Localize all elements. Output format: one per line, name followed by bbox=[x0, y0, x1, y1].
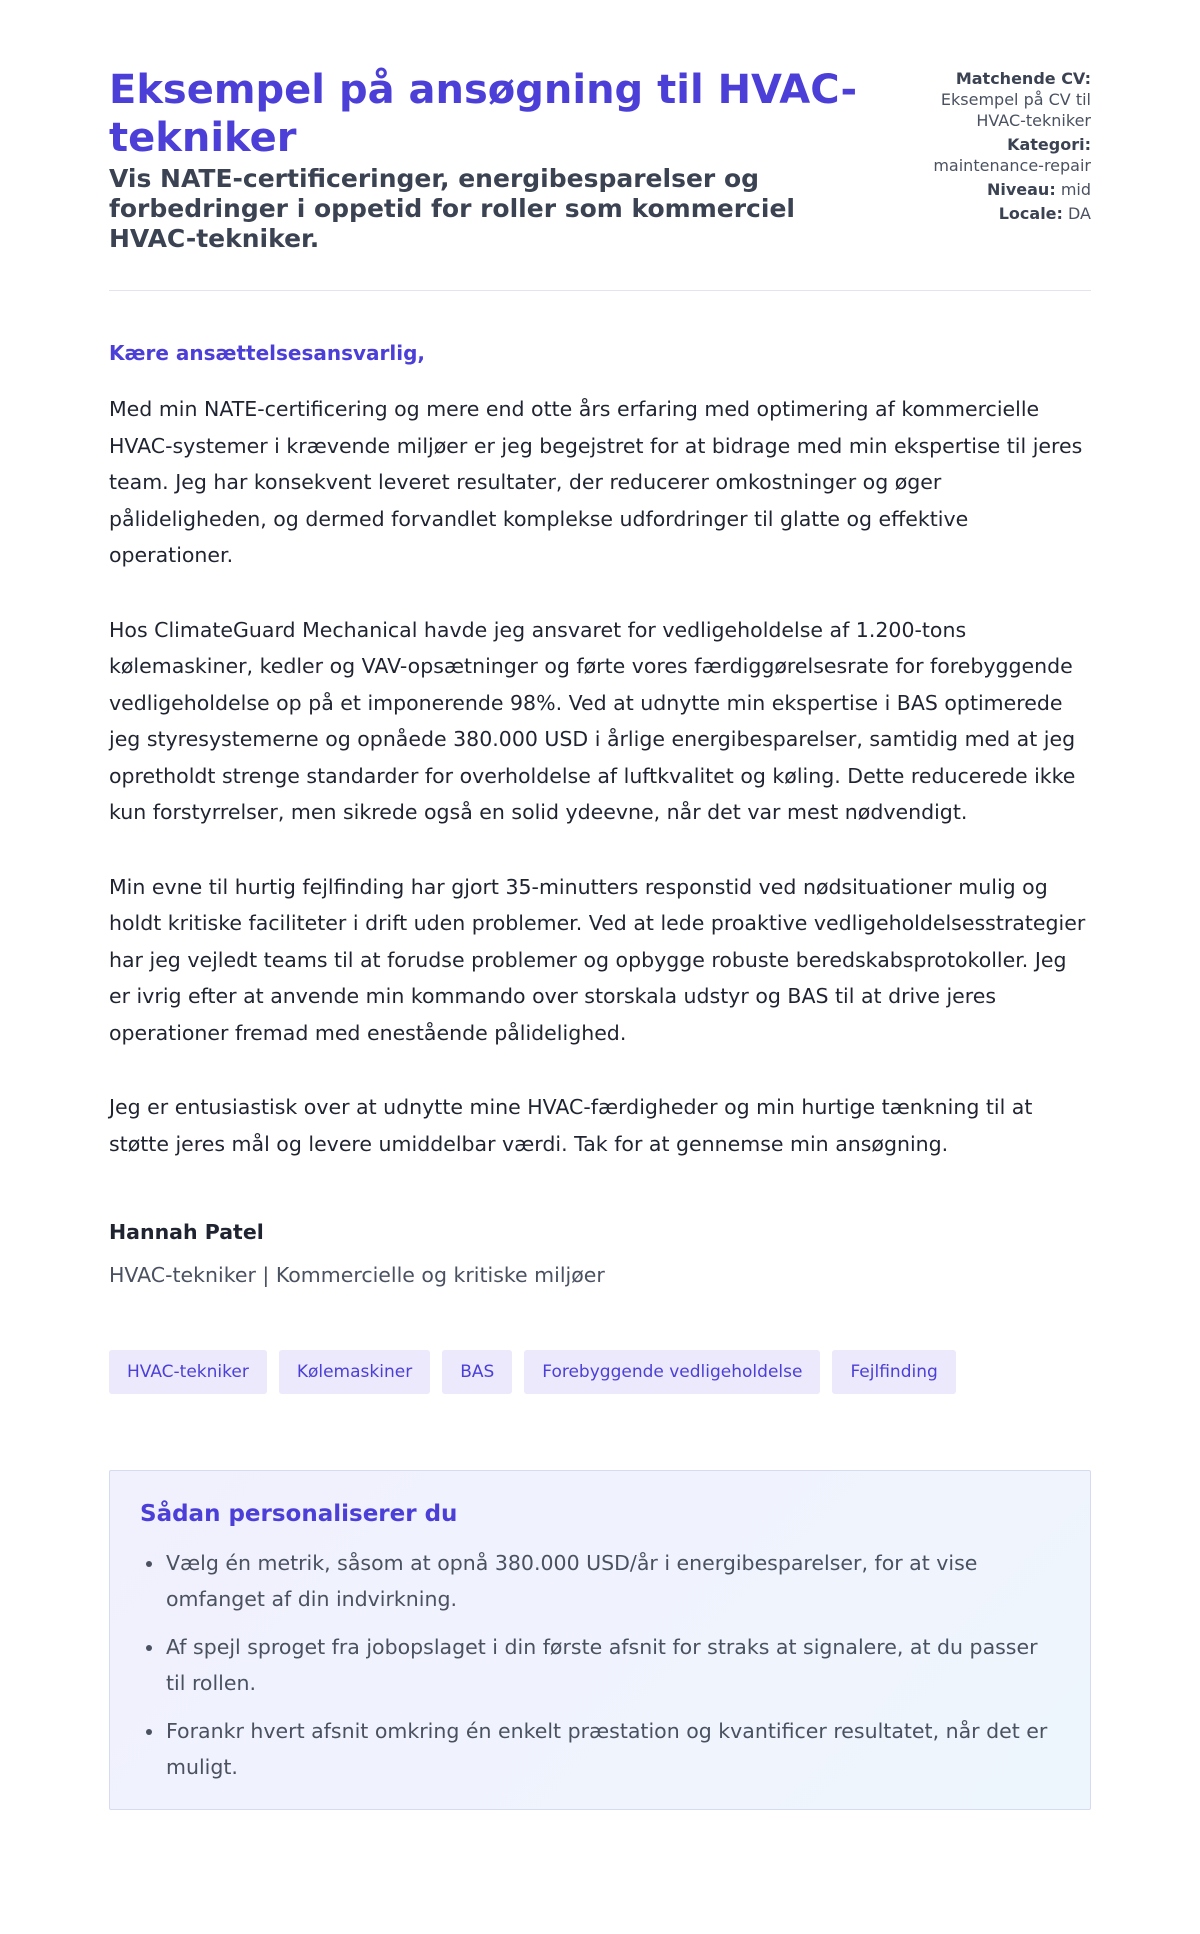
meta-locale bbox=[901, 203, 1091, 224]
page-subtitle: Vis NATE-certificeringer, energibesparelser og forbedringer i oppetid for roller som kommerciel HVAC-tekniker. bbox=[109, 164, 795, 253]
meta-panel bbox=[901, 68, 1091, 228]
signature-title: HVAC-tekniker | Kommercielle og kritiske miljøer bbox=[109, 1263, 605, 1287]
tag-chip: Kølemaskiner bbox=[279, 1350, 430, 1394]
tag-chip: Forebyggende vedligeholdelse bbox=[524, 1350, 820, 1394]
tag-chip: Fejlfinding bbox=[832, 1350, 955, 1394]
tag-chip: BAS bbox=[442, 1350, 512, 1394]
meta-category-label: Kategori: bbox=[1007, 135, 1091, 154]
letter-paragraph: Jeg er entusiastisk over at udnytte mine HVAC-færdigheder og min hurtige tænkning til at støtte jeres mål og levere umiddelbar værdi. Tak for at gennemse min ansøgning. bbox=[109, 1095, 1033, 1156]
tips-box bbox=[109, 1470, 1091, 1810]
tag-list bbox=[109, 1350, 1091, 1394]
header-left bbox=[109, 66, 869, 254]
meta-level bbox=[901, 179, 1091, 200]
page-header bbox=[109, 0, 1091, 291]
letter-paragraph: Med min NATE-certificering og mere end otte års erfaring med optimering af kommercielle HVAC-systemer i krævende miljøer er jeg begejstret for at bidrage med min ekspertise til jeres team. Jeg har konsekvent leveret resultater, der reducerer omkostninger og øger pålideligheden, og dermed forvandlet komplekse udfordringer til glatte og effektive operationer. bbox=[109, 397, 1083, 567]
letter-paragraph: Hos ClimateGuard Mechanical havde jeg ansvaret for vedligeholdelse af 1.200-tons kølemaskiner, kedler og VAV-opsætninger og førte vores færdiggørelsesrate for forebyggende vedligeholdelse op på et imponerende 98%. Ved at udnytte min ekspertise i BAS optimerede jeg styresystemerne og opnåede 380.000 USD i årlige energibesparelser, samtidig med at jeg opretholdt strenge standarder for overholdelse af luftkvalitet og køling. Dette reducerede ikke kun forstyrrelser, men sikrede også en solid ydeevne, når det var mest nødvendigt. bbox=[109, 617, 1076, 824]
tips-item: Af spejl sproget fra jobopslaget i din første afsnit for straks at signalere, at du passer til rollen. bbox=[140, 1629, 1060, 1701]
meta-cv-label: Matchende CV: bbox=[955, 69, 1091, 88]
letter-paragraph: Min evne til hurtig fejlfinding har gjort 35-minutters responstid ved nødsituationer mulig og holdt kritiske faciliteter i drift uden problemer. Ved at lede proaktive vedligeholdelsesstrategier har jeg vejledt teams til at forudse problemer og opbygge robuste beredskabsprotokoller. Jeg er ivrig efter at anvende min kommando over storskala udstyr og BAS til at drive jeres operationer fremad med enestående pålidelighed. bbox=[109, 874, 1086, 1045]
meta-cv-value: Eksempel på CV til HVAC-tekniker bbox=[940, 90, 1091, 130]
meta-category bbox=[901, 134, 1091, 176]
meta-level-label: Niveau: bbox=[986, 180, 1056, 199]
signature-name: Hannah Patel bbox=[109, 1220, 264, 1244]
tips-list bbox=[140, 1545, 1060, 1785]
meta-cv bbox=[901, 68, 1091, 131]
meta-locale-label: Locale: bbox=[998, 204, 1063, 223]
tips-item: Vælg én metrik, såsom at opnå 380.000 USD/år i energibesparelser, for at vise omfanget af din indvirkning. bbox=[140, 1545, 1060, 1617]
meta-category-value: maintenance-repair bbox=[933, 156, 1091, 175]
letter-body bbox=[109, 391, 1091, 1162]
tips-item: Forankr hvert afsnit omkring én enkelt præstation og kvantificer resultatet, når det er muligt. bbox=[140, 1713, 1060, 1785]
page-title: Eksempel på ansøgning til HVAC-tekniker bbox=[109, 67, 858, 161]
meta-level-value: mid bbox=[1060, 180, 1091, 199]
letter-salutation: Kære ansættelsesansvarlig, bbox=[109, 341, 426, 365]
tag-chip: HVAC-tekniker bbox=[109, 1350, 267, 1394]
tips-title: Sådan personaliserer du bbox=[140, 1501, 458, 1527]
meta-locale-value: DA bbox=[1068, 204, 1091, 223]
